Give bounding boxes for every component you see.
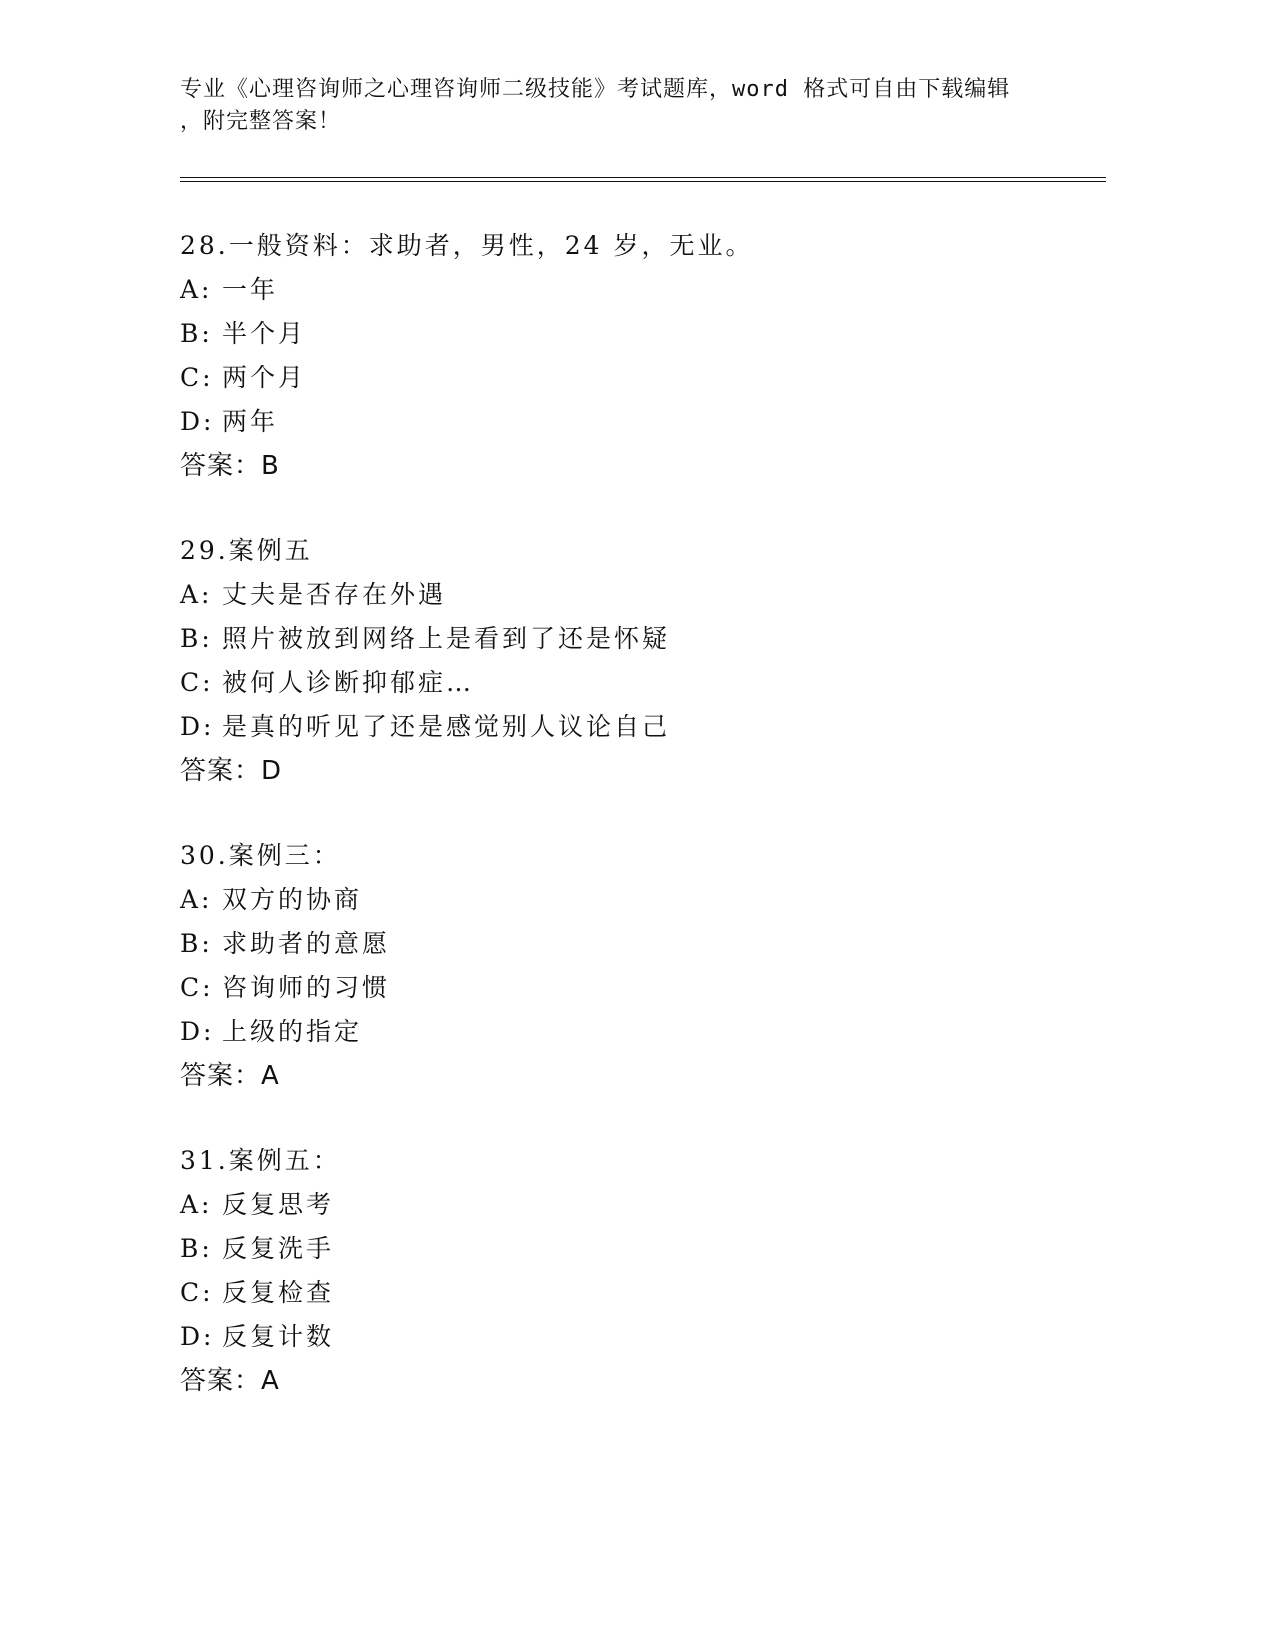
- option-letter: A:: [180, 580, 213, 609]
- option-letter: C:: [180, 973, 214, 1002]
- question-stem: 31.案例五：: [180, 1146, 341, 1175]
- answer-line: 答案：A: [180, 1366, 280, 1396]
- option-letter: A:: [180, 1190, 213, 1219]
- option-text: 照片被放到网络上是看到了还是怀疑: [222, 624, 671, 653]
- question-30: [180, 834, 1080, 1098]
- option-b: [180, 312, 1080, 356]
- document-header: [180, 74, 1060, 138]
- option-d: [180, 705, 1080, 749]
- option-text: 双方的协商: [222, 885, 363, 914]
- question-stem: 29.案例五: [180, 536, 313, 565]
- option-a: [180, 268, 1080, 312]
- answer-line: 答案：A: [180, 1061, 280, 1091]
- option-letter: C:: [180, 668, 214, 697]
- option-letter: B:: [180, 1234, 213, 1263]
- option-a: [180, 878, 1080, 922]
- question-stem: 28.一般资料：求助者，男性，24 岁，无业。: [180, 231, 754, 260]
- option-c: [180, 661, 1080, 705]
- option-letter: D:: [180, 712, 215, 741]
- question-31: [180, 1139, 1080, 1403]
- option-text: 反复洗手: [222, 1234, 335, 1263]
- option-letter: B:: [180, 929, 213, 958]
- option-d: [180, 1010, 1080, 1054]
- option-text: 反复检查: [222, 1278, 335, 1307]
- question-stem: 30.案例三：: [180, 841, 341, 870]
- option-letter: C:: [180, 1278, 214, 1307]
- option-c: [180, 966, 1080, 1010]
- option-text: 上级的指定: [222, 1017, 363, 1046]
- header-line-1: 专业《心理咨询师之心理咨询师二级技能》考试题库，word 格式可自由下载编辑: [180, 77, 1011, 102]
- option-text: 反复计数: [222, 1322, 335, 1351]
- option-text: 半个月: [222, 319, 307, 348]
- option-text: 被何人诊断抑郁症…: [222, 668, 475, 697]
- option-letter: D:: [180, 1017, 215, 1046]
- option-text: 一年: [222, 275, 279, 304]
- header-divider: [180, 177, 1106, 182]
- option-letter: B:: [180, 319, 213, 348]
- option-d: [180, 1315, 1080, 1359]
- option-text: 求助者的意愿: [222, 929, 391, 958]
- answer-line: 答案：D: [180, 756, 283, 786]
- option-letter: C:: [180, 363, 214, 392]
- option-c: [180, 1271, 1080, 1315]
- option-b: [180, 1227, 1080, 1271]
- option-text: 两个月: [222, 363, 307, 392]
- option-letter: B:: [180, 624, 213, 653]
- option-text: 咨询师的习惯: [222, 973, 391, 1002]
- option-letter: D:: [180, 407, 215, 436]
- option-letter: D:: [180, 1322, 215, 1351]
- option-letter: A:: [180, 275, 213, 304]
- question-29: [180, 529, 1080, 793]
- option-b: [180, 617, 1080, 661]
- option-a: [180, 1183, 1080, 1227]
- option-d: [180, 400, 1080, 444]
- option-text: 两年: [222, 407, 279, 436]
- option-text: 丈夫是否存在外遇: [222, 580, 447, 609]
- option-letter: A:: [180, 885, 213, 914]
- option-text: 反复思考: [222, 1190, 335, 1219]
- option-b: [180, 922, 1080, 966]
- header-line-2: ，附完整答案！: [180, 109, 342, 134]
- option-a: [180, 573, 1080, 617]
- question-28: [180, 224, 1080, 488]
- answer-line: 答案：B: [180, 451, 280, 481]
- option-c: [180, 356, 1080, 400]
- option-text: 是真的听见了还是感觉别人议论自己: [222, 712, 671, 741]
